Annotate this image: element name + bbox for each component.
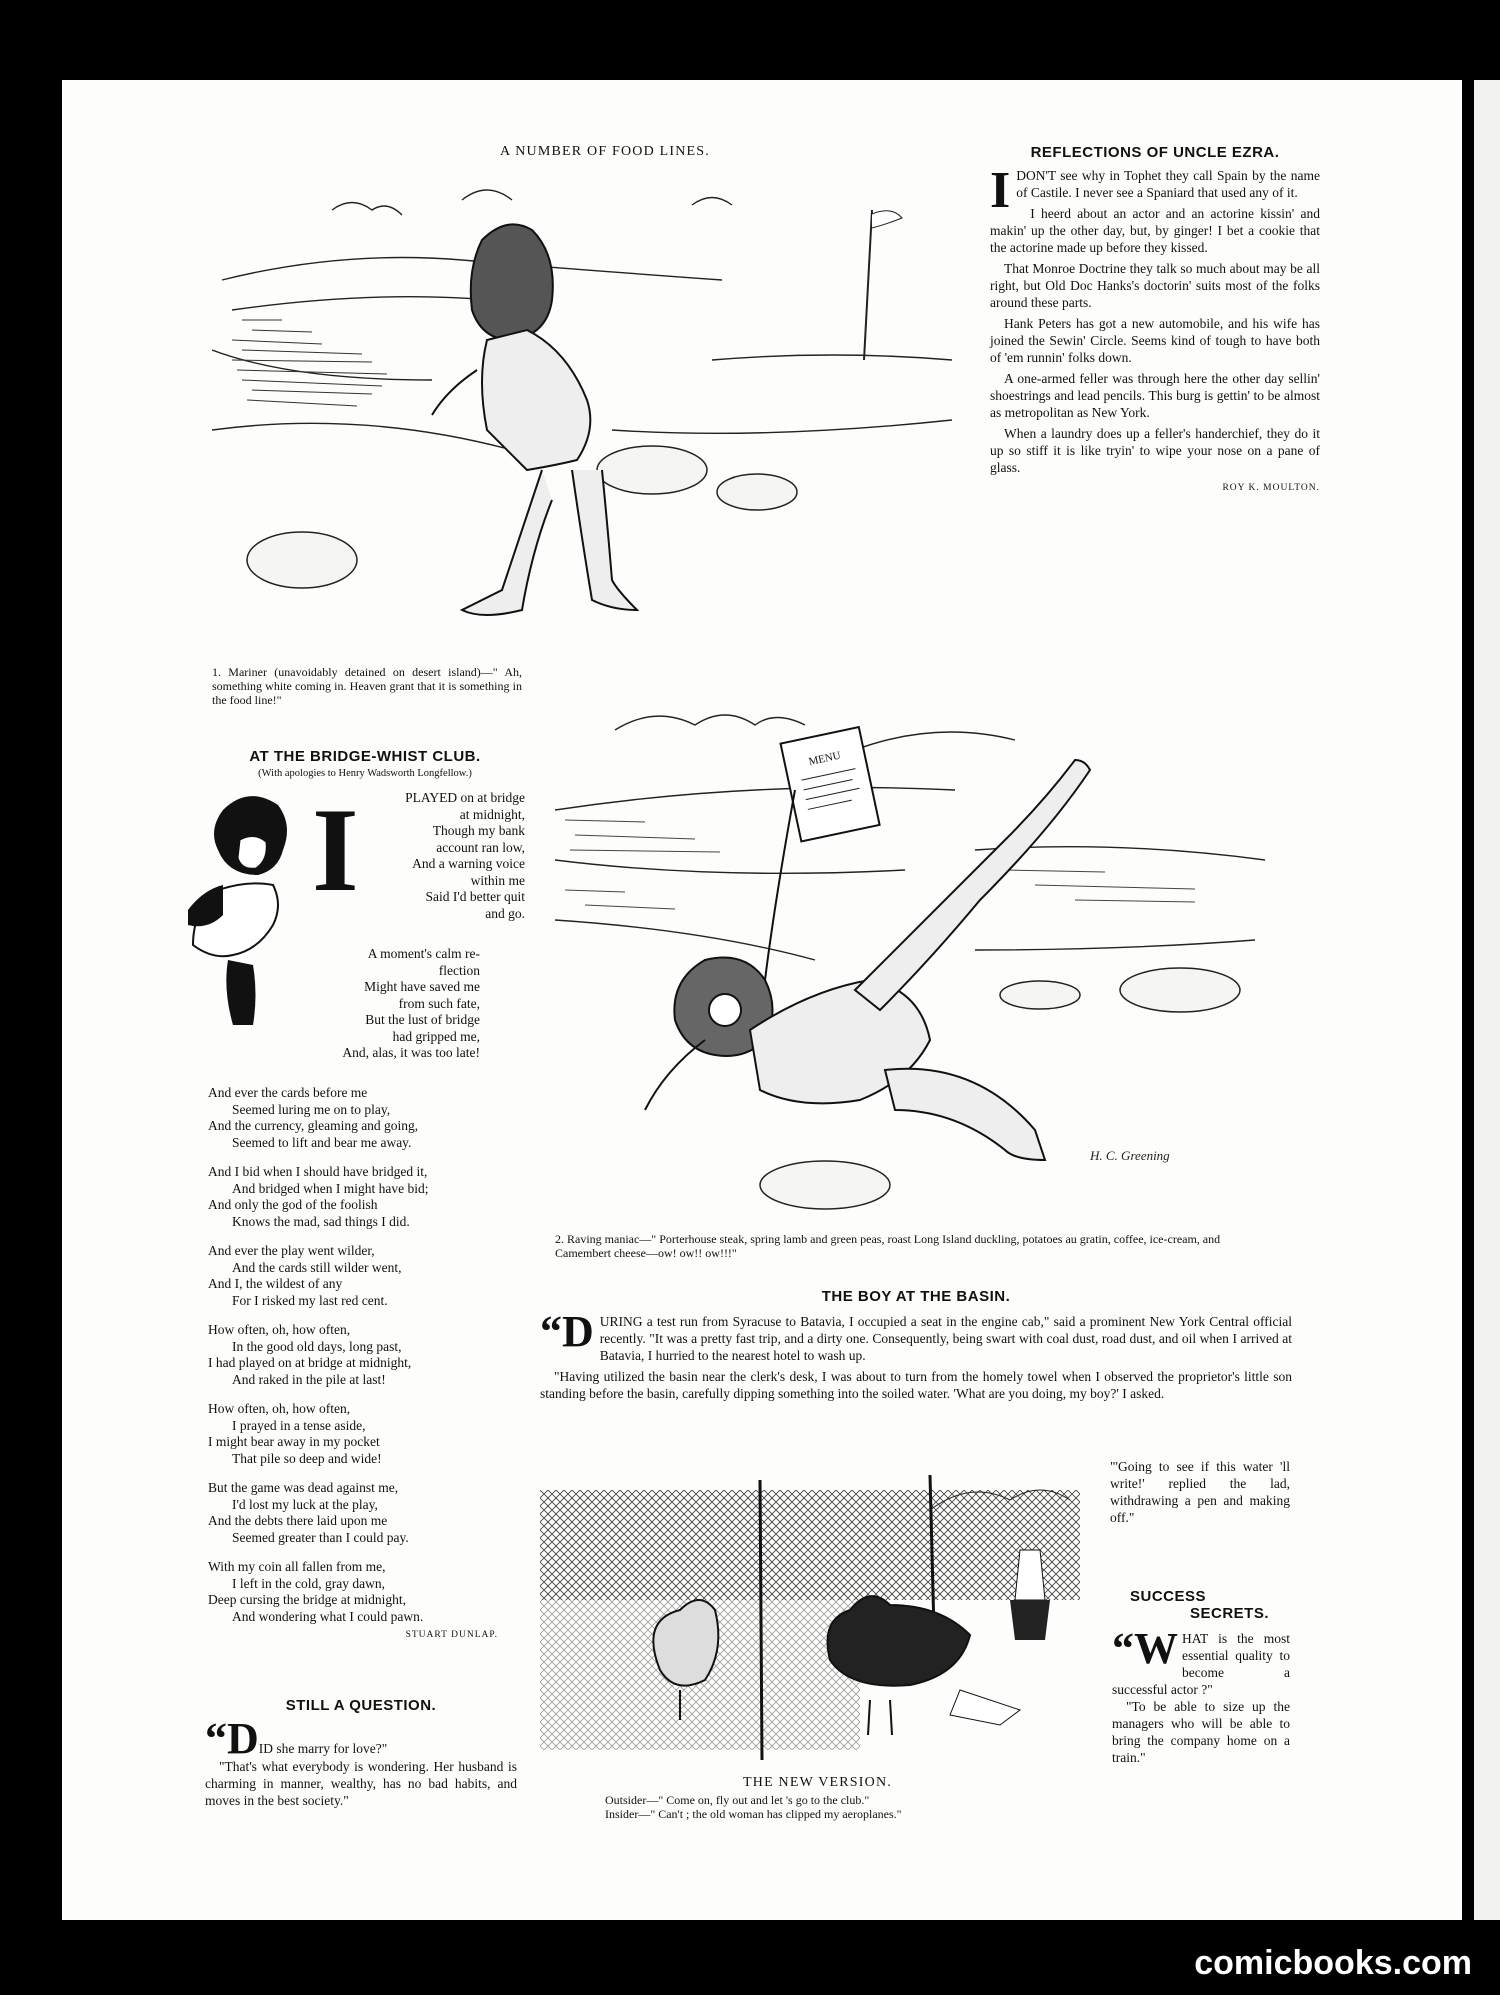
poem-line: And, alas, it was too late! [342, 1045, 480, 1060]
poem-line: had gripped me, [392, 1028, 480, 1044]
bridge-whist-stanzas [208, 1085, 528, 1644]
chicken-coop-illustration [540, 1470, 1095, 1770]
success-dropcap: “W [1112, 1624, 1178, 1673]
watermark: comicbooks.com [1194, 1944, 1472, 1982]
stanza-6 [208, 1322, 528, 1388]
poem-line: Might have saved me [364, 979, 480, 994]
poem-line: But the game was dead against me, [208, 1480, 399, 1495]
new-version-title: THE NEW VERSION. [743, 1775, 892, 1790]
poem-line: at midnight, [459, 806, 525, 822]
poem-line: And only the god of the foolish [208, 1197, 378, 1212]
artist-signature: H. C. Greening [1090, 1148, 1170, 1163]
poem-line: and go. [485, 905, 525, 921]
poem-line: Said I'd better quit [425, 889, 525, 904]
poem-line: But the lust of bridge [365, 1012, 480, 1027]
poem-line: Knows the mad, sad things I did. [232, 1213, 410, 1229]
boy-basin-title: THE BOY AT THE BASIN. [821, 1288, 1011, 1305]
poem-line: And the cards still wilder went, [232, 1259, 402, 1275]
uncle-ezra-p5: A one-armed feller was through here the other day sellin' shoestrings and lead pencils. This burg is gettin' to be almost as metropolitan as New York. [990, 371, 1320, 420]
stanza-8 [208, 1480, 528, 1546]
uncle-ezra-dropcap: I [990, 162, 1011, 219]
success-text2: "To be able to size up the managers who will be able to bring the company home on a train." [1112, 1699, 1290, 1765]
poem-line: within me [470, 872, 525, 888]
bridge-whist-author: STUART DUNLAP. [405, 1630, 498, 1640]
bridge-whist-stanza-2 [230, 946, 480, 1062]
uncle-ezra-p3: That Monroe Doctrine they talk so much about may be all right, but Old Doc Hanks's doctorin' suits most of the folks around these parts. [990, 261, 1320, 310]
uncle-ezra-column [990, 144, 1320, 497]
bridge-whist-dropcap: I [312, 783, 359, 916]
boy-basin-p1: URING a test run from Syracuse to Batavia, I occupied a seat in the engine cab," said a prominent New York Central official recently. "It was a pretty fast trip, and a dirty one. Consequently, being swart with coal dust, road dust, and oil when I arrived at Batavia, I hurried to the nearest hotel to wash up. [599, 1314, 1292, 1363]
poem-line: That pile so deep and wide! [232, 1450, 382, 1466]
poem-line: And ever the cards before me [208, 1085, 368, 1100]
success-title-2: SECRETS. [1190, 1605, 1270, 1622]
uncle-ezra-body [990, 162, 1320, 497]
food-lines-title: A NUMBER OF FOOD LINES. [499, 144, 710, 159]
poem-line: How often, oh, how often, [208, 1401, 351, 1416]
menu-label: MENU [807, 749, 842, 769]
poem-line: And wondering what I could pawn. [232, 1608, 424, 1624]
still-question-dropcap: “D [205, 1714, 259, 1763]
still-question-body [205, 1714, 517, 1809]
poem-line: With my coin all fallen from me, [208, 1559, 386, 1574]
poem-line: I'd lost my luck at the play, [232, 1496, 378, 1512]
poem-line: And the currency, gleaming and going, [208, 1118, 419, 1133]
poem-line: from such fate, [398, 995, 480, 1011]
poem-line: A moment's calm re- [367, 946, 480, 961]
still-question-title: STILL A QUESTION. [285, 1697, 437, 1714]
poem-line: For I risked my last red cent. [232, 1292, 388, 1308]
stanza-4 [208, 1164, 528, 1230]
boy-basin-dropcap: “D [540, 1307, 594, 1356]
boy-basin-body [540, 1307, 1292, 1402]
poem-line: I might bear away in my pocket [208, 1434, 380, 1449]
uncle-ezra-p4: Hank Peters has got a new automobile, and his wife has joined the Sewin' Circle. Seems kind of tough to have both of 'em runnin' folks down. [990, 316, 1320, 365]
poem-line: And raked in the pile at last! [232, 1371, 386, 1387]
poem-line: Seemed to lift and bear me away. [232, 1134, 412, 1150]
boy-basin-p2: "Having utilized the basin near the clerk's desk, I was about to turn from the homely towel when I observed the proprietor's little son standing before the basin, carefully dipping something into the soiled water. 'What are you doing, my boy?' I asked. [540, 1369, 1292, 1401]
uncle-ezra-p6: When a laundry does up a feller's handerchief, they do it up so stiff it is like tryin' to wipe your nose on a pane of glass. [990, 426, 1320, 475]
uncle-ezra-author: ROY K. MOULTON. [1222, 483, 1320, 493]
new-version-caption-block [540, 1775, 1095, 1821]
success-body [1112, 1624, 1290, 1766]
poem-line: And I, the wildest of any [208, 1276, 343, 1291]
poem-line: I prayed in a tense aside, [232, 1417, 366, 1433]
poem-line: flection [438, 962, 480, 978]
success-secrets-column [1112, 1588, 1290, 1770]
new-version-line2: Insider—" Can't ; the old woman has clipped my aeroplanes." [605, 1807, 902, 1821]
poem-line: PLAYED on at bridge [405, 790, 525, 805]
poem-line: And I bid when I should have bridged it, [208, 1164, 428, 1179]
adjacent-page-edge [1474, 80, 1500, 1920]
bridge-whist-column [200, 748, 530, 779]
poem-line: Seemed greater than I could pay. [232, 1529, 409, 1545]
poem-line: account ran low, [436, 839, 525, 855]
raving-maniac-illustration [555, 690, 1265, 1230]
boy-basin-section [540, 1288, 1292, 1406]
raving-maniac-caption: 2. Raving maniac—" Porterhouse steak, spring lamb and green peas, roast Long Island duckling, potatoes au gratin, coffee, ice-cream, and Camembert cheese—ow! ow!! ow!!!" [555, 1232, 1221, 1260]
bridge-whist-title: AT THE BRIDGE-WHIST CLUB. [249, 748, 481, 765]
poem-line: Though my bank [432, 823, 525, 838]
poem-line: And ever the play went wilder, [208, 1243, 375, 1258]
uncle-ezra-p1: DON'T see why in Tophet they call Spain by the name of Castile. I never see a Spaniard that used any of it. [1016, 168, 1320, 200]
bridge-whist-stanza-1 [340, 790, 525, 922]
poem-line: I left in the cold, gray dawn, [232, 1575, 385, 1591]
still-question-text2: "That's what everybody is wondering. Her husband is charming in manner, wealthy, has no bad habits, and moves in the best society." [205, 1759, 517, 1808]
poem-line: Seemed luring me on to play, [232, 1101, 391, 1117]
uncle-ezra-p2: I heerd about an actor and an actorine kissin' and makin' up the other day, but, by ginger! I bet a cookie that the actorine made up before they kissed. [990, 206, 1320, 255]
new-version-line1: Outsider—" Come on, fly out and let 's go to the club." [605, 1793, 870, 1807]
poem-line: And a warning voice [412, 856, 525, 871]
poem-line: How often, oh, how often, [208, 1322, 351, 1337]
stanza-5 [208, 1243, 528, 1309]
still-question-text1: ID she marry for love?" [258, 1741, 388, 1756]
stanza-7 [208, 1401, 528, 1467]
stanza-3 [208, 1085, 528, 1151]
poem-line: And the debts there laid upon me [208, 1513, 388, 1528]
poem-line: Deep cursing the bridge at midnight, [208, 1592, 406, 1607]
success-title-1: SUCCESS [1130, 1588, 1207, 1605]
mariner-illustration [212, 170, 972, 660]
bridge-whist-subtitle: (With apologies to Henry Wadsworth Longfellow.) [258, 768, 472, 779]
boy-basin-p3: "'Going to see if this water 'll write!' replied the lad, withdrawing a pen and making off." [1110, 1459, 1290, 1525]
still-question-column [205, 1697, 517, 1813]
uncle-ezra-title: REFLECTIONS OF UNCLE EZRA. [1030, 144, 1280, 161]
poem-line: In the good old days, long past, [232, 1338, 402, 1354]
mariner-caption: 1. Mariner (unavoidably detained on desert island)—" Ah, something white coming in. Heaven grant that it is something in the food line!" [212, 665, 522, 707]
poem-line: And bridged when I might have bid; [232, 1180, 429, 1196]
poem-line: I had played on at bridge at midnight, [208, 1355, 412, 1370]
stanza-9 [208, 1559, 528, 1625]
success-text1: HAT is the most essential quality to become a successful actor ?" [1112, 1631, 1290, 1697]
